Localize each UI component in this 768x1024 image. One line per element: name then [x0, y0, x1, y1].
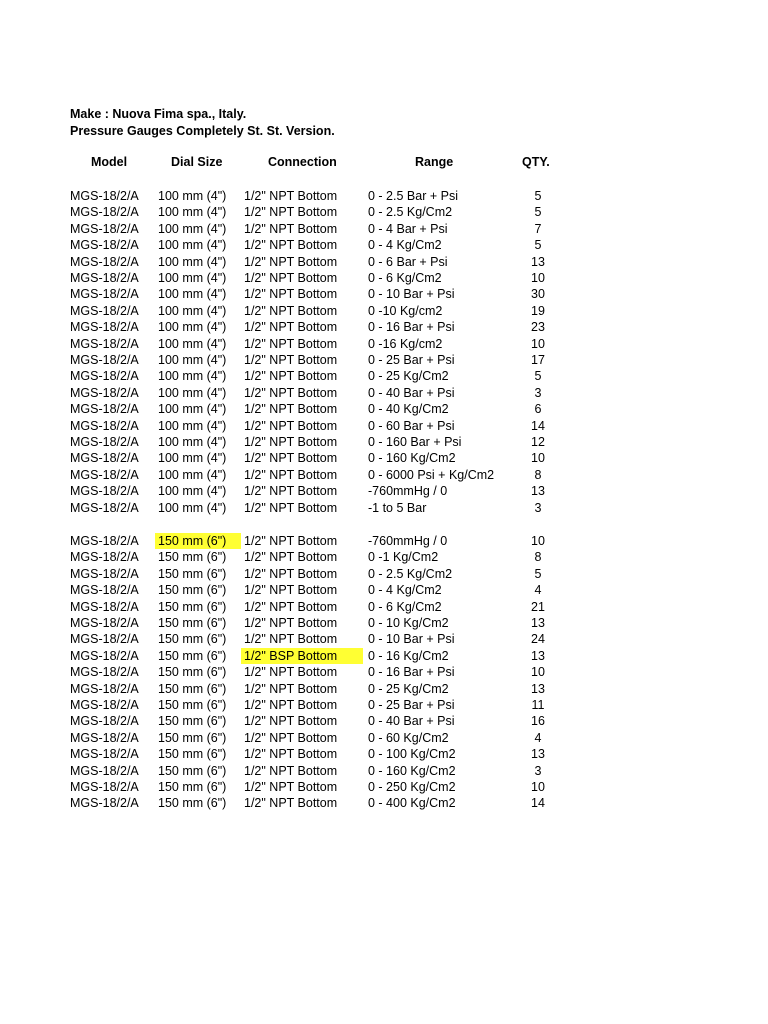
qty-cell: 19 [531, 303, 545, 318]
model-cell: MGS-18/2/A [70, 665, 139, 680]
range-cell: 0 - 2.5 Kg/Cm2 [368, 205, 453, 220]
table-row [0, 418, 768, 434]
qty-cell: 10 [531, 451, 545, 466]
model-cell: MGS-18/2/A [70, 500, 139, 515]
range-cell: 0 - 25 Bar + Psi [368, 353, 455, 367]
table-row [0, 697, 768, 713]
range-cell: 0 - 6 Kg/Cm2 [368, 271, 442, 285]
dial-size-cell: 150 mm (6") [158, 599, 227, 614]
model-cell: MGS-18/2/A [70, 369, 139, 384]
table-row [0, 188, 768, 204]
qty-cell: 3 [534, 385, 542, 400]
table-row [0, 467, 768, 483]
qty-cell: 3 [534, 763, 542, 778]
table-row [0, 270, 768, 286]
dial-size-cell: 100 mm (4") [158, 353, 227, 367]
dial-size-cell: 150 mm (6") [158, 616, 227, 630]
range-cell: 0 - 2.5 Kg/Cm2 [368, 566, 453, 581]
table-row [0, 254, 768, 270]
table-row [0, 664, 768, 680]
model-cell: MGS-18/2/A [70, 796, 139, 811]
connection-cell: 1/2" NPT Bottom [244, 287, 338, 302]
connection-cell: 1/2" NPT Bottom [244, 369, 338, 384]
dial-size-cell: 150 mm (6") [158, 632, 227, 647]
qty-cell: 8 [534, 467, 542, 482]
dial-size-cell: 150 mm (6") [158, 698, 227, 712]
dial-size-cell: 100 mm (4") [158, 320, 227, 335]
connection-cell: 1/2" NPT Bottom [244, 320, 338, 335]
connection-cell: 1/2" NPT Bottom [244, 780, 338, 794]
connection-cell: 1/2" NPT Bottom [244, 336, 338, 351]
connection-cell: 1/2" NPT Bottom [244, 353, 338, 367]
model-cell: MGS-18/2/A [70, 271, 139, 285]
table-row [0, 648, 768, 664]
dial-size-cell: 150 mm (6") [158, 566, 227, 581]
range-cell: 0 - 4 Bar + Psi [368, 221, 448, 236]
range-cell: 0 - 6000 Psi + Kg/Cm2 [368, 467, 495, 482]
table-row [0, 631, 768, 647]
connection-cell: 1/2" NPT Bottom [244, 238, 338, 253]
qty-cell: 14 [531, 418, 545, 433]
range-cell: 0 - 25 Kg/Cm2 [368, 681, 449, 696]
qty-cell: 14 [531, 796, 545, 811]
table-row [0, 763, 768, 779]
dial-size-cell: 150 mm (6") [158, 665, 227, 680]
dial-size-cell: 100 mm (4") [158, 238, 227, 253]
range-cell: 0 - 2.5 Bar + Psi [368, 189, 458, 203]
table-row [0, 352, 768, 368]
qty-cell: 23 [531, 320, 545, 335]
table-row [0, 566, 768, 582]
qty-cell: 5 [534, 566, 542, 581]
document-make-line: Make : Nuova Fima spa., Italy. [70, 107, 247, 121]
connection-cell: 1/2" NPT Bottom [244, 632, 338, 647]
qty-cell: 24 [531, 632, 545, 647]
table-row [0, 319, 768, 335]
range-cell: 0 - 400 Kg/Cm2 [368, 796, 456, 811]
connection-cell: 1/2" NPT Bottom [244, 730, 338, 745]
range-cell: 0 - 25 Bar + Psi [368, 698, 455, 712]
table-row [0, 434, 768, 450]
range-cell: 0 - 6 Bar + Psi [368, 254, 448, 269]
model-cell: MGS-18/2/A [70, 714, 139, 729]
qty-cell: 13 [531, 747, 545, 762]
range-cell: -1 to 5 Bar [368, 500, 427, 515]
qty-cell: 4 [534, 583, 542, 598]
model-cell: MGS-18/2/A [70, 730, 139, 745]
connection-cell: 1/2" NPT Bottom [244, 583, 338, 598]
model-cell: MGS-18/2/A [70, 583, 139, 598]
dial-size-cell: 150 mm (6") [158, 730, 227, 745]
connection-cell: 1/2" NPT Bottom [244, 402, 338, 417]
range-cell: 0 - 10 Kg/Cm2 [368, 616, 449, 630]
dial-size-cell: 100 mm (4") [158, 271, 227, 285]
table-row [0, 483, 768, 499]
dial-size-cell: 150 mm (6") [158, 763, 227, 778]
qty-cell: 13 [531, 648, 545, 663]
model-cell: MGS-18/2/A [70, 648, 139, 663]
connection-cell: 1/2" NPT Bottom [244, 599, 338, 614]
range-cell: 0 - 40 Bar + Psi [368, 714, 455, 729]
range-cell: 0 - 4 Kg/Cm2 [368, 583, 442, 598]
model-cell: MGS-18/2/A [70, 780, 139, 794]
range-cell: 0 - 250 Kg/Cm2 [368, 780, 456, 794]
qty-cell: 10 [531, 780, 545, 794]
connection-cell: 1/2" NPT Bottom [244, 189, 338, 203]
dial-size-cell: 150 mm (6") [158, 681, 227, 696]
table-row [0, 779, 768, 795]
connection-cell: 1/2" NPT Bottom [244, 534, 338, 548]
connection-cell: 1/2" NPT Bottom [244, 271, 338, 285]
connection-cell: 1/2" NPT Bottom [244, 418, 338, 433]
model-cell: MGS-18/2/A [70, 189, 139, 203]
qty-cell: 21 [531, 599, 545, 614]
connection-cell: 1/2" NPT Bottom [244, 665, 338, 680]
dial-size-cell: 100 mm (4") [158, 418, 227, 433]
qty-cell: 5 [534, 189, 542, 203]
connection-cell: 1/2" NPT Bottom [244, 747, 338, 762]
connection-cell: 1/2" NPT Bottom [244, 484, 338, 499]
table-row [0, 336, 768, 352]
dial-size-cell: 150 mm (6") [158, 648, 227, 663]
qty-cell: 7 [534, 221, 542, 236]
model-cell: MGS-18/2/A [70, 632, 139, 647]
table-row [0, 286, 768, 302]
range-cell: 0 - 16 Bar + Psi [368, 320, 455, 335]
dial-size-cell: 100 mm (4") [158, 500, 227, 515]
table-row [0, 746, 768, 762]
range-cell: 0 - 100 Kg/Cm2 [368, 747, 456, 762]
range-cell: 0 - 40 Bar + Psi [368, 385, 455, 400]
dial-size-cell: 100 mm (4") [158, 205, 227, 220]
range-cell: 0 - 60 Kg/Cm2 [368, 730, 449, 745]
range-cell: 0 - 6 Kg/Cm2 [368, 599, 442, 614]
connection-cell: 1/2" NPT Bottom [244, 385, 338, 400]
dial-size-cell: 150 mm (6") [158, 583, 227, 598]
connection-cell: 1/2" NPT Bottom [244, 796, 338, 811]
column-header-range: Range [415, 155, 454, 169]
table-row [0, 204, 768, 220]
qty-cell: 10 [531, 336, 545, 351]
connection-cell: 1/2" NPT Bottom [244, 451, 338, 466]
qty-cell: 8 [534, 550, 542, 565]
qty-cell: 13 [531, 254, 545, 269]
document-title-line: Pressure Gauges Completely St. St. Version. [70, 124, 335, 138]
dial-size-cell: 100 mm (4") [158, 435, 227, 449]
model-cell: MGS-18/2/A [70, 467, 139, 482]
model-cell: MGS-18/2/A [70, 336, 139, 351]
column-header-connection: Connection [268, 155, 337, 169]
range-cell: 0 - 160 Bar + Psi [368, 435, 462, 449]
table-row [0, 730, 768, 746]
model-cell: MGS-18/2/A [70, 287, 139, 302]
table-row [0, 303, 768, 319]
model-cell: MGS-18/2/A [70, 353, 139, 367]
model-cell: MGS-18/2/A [70, 451, 139, 466]
table-row [0, 237, 768, 253]
connection-cell: 1/2" NPT Bottom [244, 616, 338, 630]
connection-cell: 1/2" NPT Bottom [244, 698, 338, 712]
qty-cell: 10 [531, 271, 545, 285]
dial-size-cell: 150 mm (6") [158, 796, 227, 811]
dial-size-cell: 100 mm (4") [158, 189, 227, 203]
model-cell: MGS-18/2/A [70, 566, 139, 581]
model-cell: MGS-18/2/A [70, 550, 139, 565]
connection-cell: 1/2" NPT Bottom [244, 467, 338, 482]
dial-size-cell: 150 mm (6") [158, 780, 227, 794]
table-row [0, 795, 768, 811]
model-cell: MGS-18/2/A [70, 599, 139, 614]
qty-cell: 4 [534, 730, 542, 745]
range-cell: 0 -1 Kg/Cm2 [368, 550, 439, 565]
connection-cell: 1/2" NPT Bottom [244, 205, 338, 220]
dial-size-cell: 100 mm (4") [158, 385, 227, 400]
model-cell: MGS-18/2/A [70, 303, 139, 318]
table-row [0, 681, 768, 697]
qty-cell: 30 [531, 287, 545, 302]
column-header-model: Model [91, 155, 128, 169]
qty-cell: 16 [531, 714, 545, 729]
dial-size-cell: 100 mm (4") [158, 467, 227, 482]
connection-cell: 1/2" NPT Bottom [244, 566, 338, 581]
dial-size-cell: 100 mm (4") [158, 451, 227, 466]
qty-cell: 3 [534, 500, 542, 515]
dial-size-cell: 100 mm (4") [158, 336, 227, 351]
model-cell: MGS-18/2/A [70, 435, 139, 449]
connection-cell: 1/2" NPT Bottom [244, 763, 338, 778]
connection-cell: 1/2" BSP Bottom [241, 648, 363, 664]
qty-cell: 5 [534, 205, 542, 220]
dial-size-cell: 100 mm (4") [158, 254, 227, 269]
qty-cell: 10 [531, 665, 545, 680]
qty-cell: 17 [531, 353, 545, 367]
table-row [0, 582, 768, 598]
range-cell: 0 - 160 Kg/Cm2 [368, 451, 456, 466]
range-cell: 0 -16 Kg/cm2 [368, 336, 443, 351]
range-cell: 0 - 25 Kg/Cm2 [368, 369, 449, 384]
qty-cell: 13 [531, 681, 545, 696]
dial-size-cell: 150 mm (6") [158, 550, 227, 565]
model-cell: MGS-18/2/A [70, 254, 139, 269]
model-cell: MGS-18/2/A [70, 534, 139, 548]
table-row [0, 450, 768, 466]
dial-size-cell: 100 mm (4") [158, 369, 227, 384]
table-row [0, 599, 768, 615]
dial-size-cell: 150 mm (6") [158, 714, 227, 729]
model-cell: MGS-18/2/A [70, 616, 139, 630]
range-cell: 0 - 4 Kg/Cm2 [368, 238, 442, 253]
dial-size-cell: 100 mm (4") [158, 287, 227, 302]
table-row [0, 615, 768, 631]
qty-cell: 13 [531, 484, 545, 499]
table-row [0, 221, 768, 237]
range-cell: 0 - 10 Bar + Psi [368, 287, 455, 302]
model-cell: MGS-18/2/A [70, 484, 139, 499]
model-cell: MGS-18/2/A [70, 320, 139, 335]
dial-size-cell: 100 mm (4") [158, 221, 227, 236]
column-header-qty: QTY. [522, 155, 550, 169]
model-cell: MGS-18/2/A [70, 205, 139, 220]
qty-cell: 13 [531, 616, 545, 630]
qty-cell: 10 [531, 534, 545, 548]
connection-cell: 1/2" NPT Bottom [244, 550, 338, 565]
dial-size-cell: 100 mm (4") [158, 402, 227, 417]
qty-cell: 11 [531, 698, 545, 712]
model-cell: MGS-18/2/A [70, 238, 139, 253]
qty-cell: 12 [531, 435, 545, 449]
table-row [0, 385, 768, 401]
range-cell: 0 - 40 Kg/Cm2 [368, 402, 449, 417]
range-cell: 0 -10 Kg/cm2 [368, 303, 443, 318]
range-cell: 0 - 160 Kg/Cm2 [368, 763, 456, 778]
dial-size-cell: 150 mm (6") [158, 747, 227, 762]
qty-cell: 5 [534, 238, 542, 253]
column-header-dial-size: Dial Size [171, 155, 223, 169]
range-cell: 0 - 10 Bar + Psi [368, 632, 455, 647]
model-cell: MGS-18/2/A [70, 221, 139, 236]
table-row [0, 500, 768, 516]
connection-cell: 1/2" NPT Bottom [244, 714, 338, 729]
model-cell: MGS-18/2/A [70, 698, 139, 712]
table-row [0, 368, 768, 384]
model-cell: MGS-18/2/A [70, 402, 139, 417]
table-row [0, 401, 768, 417]
model-cell: MGS-18/2/A [70, 418, 139, 433]
dial-size-cell: 150 mm (6") [155, 533, 241, 549]
model-cell: MGS-18/2/A [70, 763, 139, 778]
qty-cell: 5 [534, 369, 542, 384]
connection-cell: 1/2" NPT Bottom [244, 500, 338, 515]
connection-cell: 1/2" NPT Bottom [244, 254, 338, 269]
qty-cell: 6 [534, 402, 542, 417]
table-row [0, 713, 768, 729]
range-cell: -760mmHg / 0 [368, 484, 448, 499]
dial-size-cell: 100 mm (4") [158, 484, 227, 499]
model-cell: MGS-18/2/A [70, 385, 139, 400]
range-cell: 0 - 60 Bar + Psi [368, 418, 455, 433]
range-cell: 0 - 16 Bar + Psi [368, 665, 455, 680]
range-cell: -760mmHg / 0 [368, 534, 448, 548]
connection-cell: 1/2" NPT Bottom [244, 435, 338, 449]
connection-cell: 1/2" NPT Bottom [244, 303, 338, 318]
range-cell: 0 - 16 Kg/Cm2 [368, 648, 449, 663]
connection-cell: 1/2" NPT Bottom [244, 681, 338, 696]
model-cell: MGS-18/2/A [70, 681, 139, 696]
connection-cell: 1/2" NPT Bottom [244, 221, 338, 236]
model-cell: MGS-18/2/A [70, 747, 139, 762]
table-row [0, 549, 768, 565]
dial-size-cell: 100 mm (4") [158, 303, 227, 318]
table-row [0, 533, 768, 549]
